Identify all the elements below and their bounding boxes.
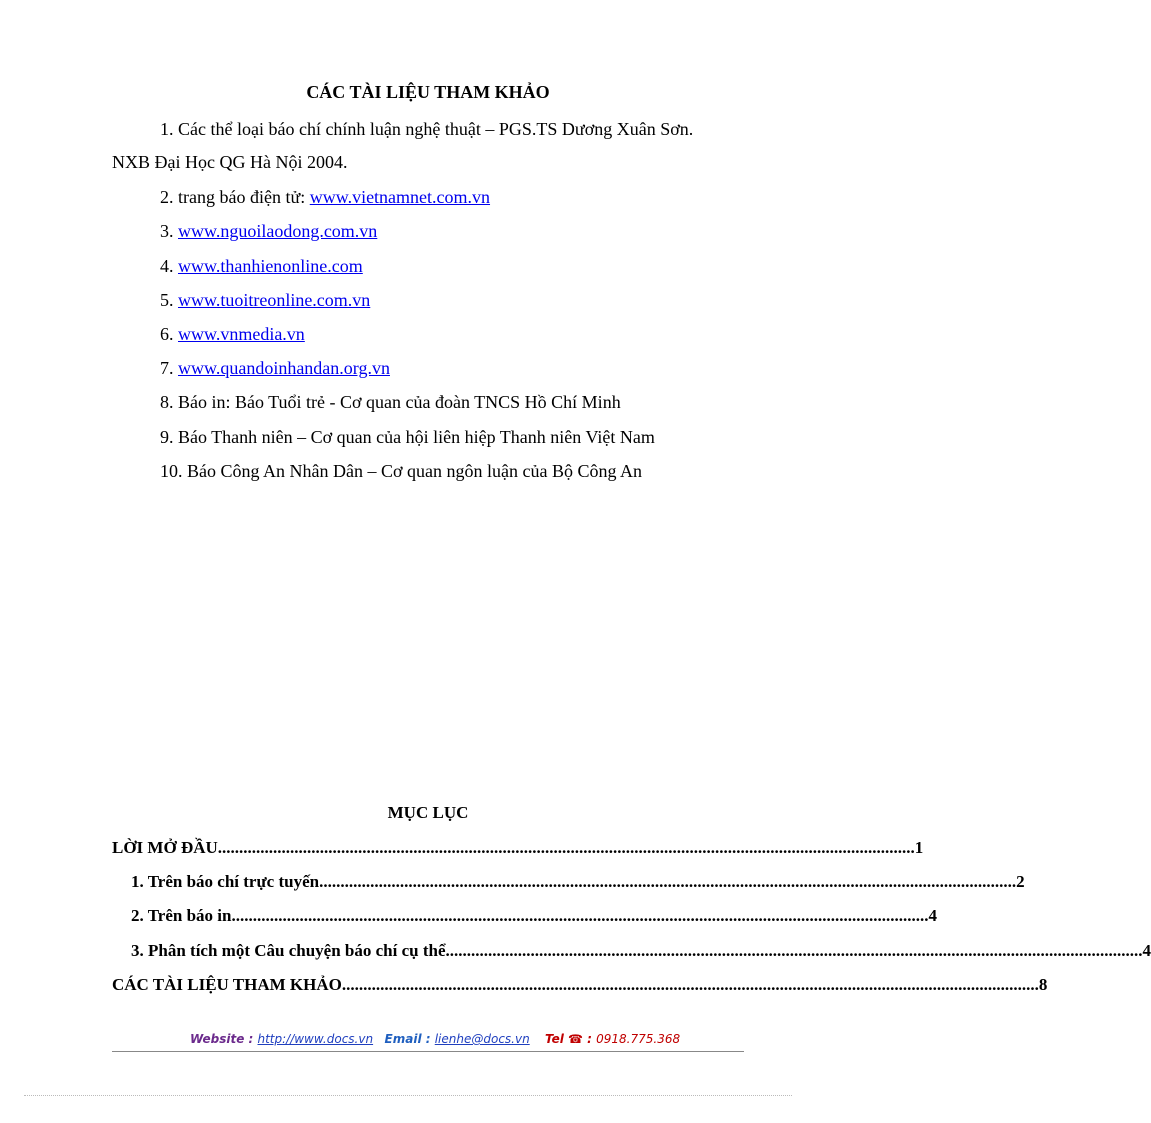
footer-email-label: Email : xyxy=(384,1032,435,1046)
footer-tel-label: Tel ☎ : xyxy=(544,1032,597,1046)
reference-item-4-prefix: 4. xyxy=(160,256,178,276)
reference-item-5-prefix: 5. xyxy=(160,290,178,310)
toc-entry[interactable] xyxy=(131,906,937,926)
footer-website-link[interactable]: http://www.docs.vn xyxy=(257,1032,374,1046)
toc-leader-dots: .................................................................................................................................................................... xyxy=(217,838,915,857)
page-bottom-divider xyxy=(24,1095,792,1096)
toc-leader-dots: .................................................................................................................................................................... xyxy=(445,941,1143,960)
toc-title: MỤC LỤC xyxy=(387,803,469,822)
reference-link-thanhienonline[interactable]: www.thanhienonline.com xyxy=(178,256,363,276)
reference-item-9: 9. Báo Thanh niên – Cơ quan của hội liên hiệp Thanh niên Việt Nam xyxy=(160,427,655,447)
reference-item-5 xyxy=(160,290,370,311)
toc-entry-label: 1. Trên báo chí trực tuyến xyxy=(131,872,320,891)
toc-leader-dots: .................................................................................................................................................................... xyxy=(341,975,1039,994)
reference-link-vietnamnet[interactable]: www.vietnamnet.com.vn xyxy=(309,187,491,207)
reference-item-6 xyxy=(160,324,305,345)
toc-entry[interactable] xyxy=(131,872,1025,892)
footer-website-label: Website : xyxy=(190,1032,258,1046)
toc-entry-page: 4 xyxy=(928,906,937,925)
toc-entry[interactable] xyxy=(112,838,924,858)
reference-link-tuoitreonline[interactable]: www.tuoitreonline.com.vn xyxy=(178,290,371,310)
reference-link-nguoilaodong[interactable]: www.nguoilaodong.com.vn xyxy=(178,221,378,241)
toc-entry-label: 2. Trên báo in xyxy=(131,906,232,925)
reference-item-2-prefix: 2. trang báo điện tử: xyxy=(160,187,310,207)
toc-entry-page: 2 xyxy=(1016,872,1025,891)
references-title: CÁC TÀI LIỆU THAM KHẢO xyxy=(306,82,550,102)
reference-link-quandoinhandan[interactable]: www.quandoinhandan.org.vn xyxy=(178,358,390,378)
footer xyxy=(190,1032,680,1046)
reference-item-3 xyxy=(160,221,377,242)
toc-entry-label: 3. Phân tích một Câu chuyện báo chí cụ thể xyxy=(131,941,446,960)
reference-item-4 xyxy=(160,256,363,277)
reference-item-2 xyxy=(160,187,490,208)
toc-entry-label: CÁC TÀI LIỆU THAM KHẢO xyxy=(112,975,342,994)
reference-item-1-line-2: NXB Đại Học QG Hà Nội 2004. xyxy=(112,152,348,172)
reference-item-7-prefix: 7. xyxy=(160,358,178,378)
toc-leader-dots: .................................................................................................................................................................... xyxy=(319,872,1017,891)
reference-item-7 xyxy=(160,358,390,379)
reference-item-8: 8. Báo in: Báo Tuổi trẻ - Cơ quan của đoàn TNCS Hồ Chí Minh xyxy=(160,392,621,412)
footer-rule xyxy=(112,1051,744,1052)
reference-item-3-prefix: 3. xyxy=(160,221,178,241)
reference-item-1-line-1: 1. Các thể loại báo chí chính luận nghệ thuật – PGS.TS Dương Xuân Sơn. xyxy=(160,119,694,139)
footer-email-link[interactable]: lienhe@docs.vn xyxy=(434,1032,530,1046)
reference-link-vnmedia[interactable]: www.vnmedia.vn xyxy=(178,324,305,344)
toc-entry-page: 1 xyxy=(914,838,924,857)
toc-entry-page: 8 xyxy=(1038,975,1048,994)
toc-entry-label: LỜI MỞ ĐẦU xyxy=(112,838,218,857)
toc-entry[interactable] xyxy=(112,975,1048,995)
footer-tel-value: 0918.775.368 xyxy=(596,1032,681,1046)
reference-item-6-prefix: 6. xyxy=(160,324,178,344)
toc-leader-dots: .................................................................................................................................................................... xyxy=(231,906,929,925)
toc-entry[interactable] xyxy=(131,941,1151,961)
toc-entry-page: 4 xyxy=(1142,941,1151,960)
reference-item-10: 10. Báo Công An Nhân Dân – Cơ quan ngôn luận của Bộ Công An xyxy=(160,461,642,481)
